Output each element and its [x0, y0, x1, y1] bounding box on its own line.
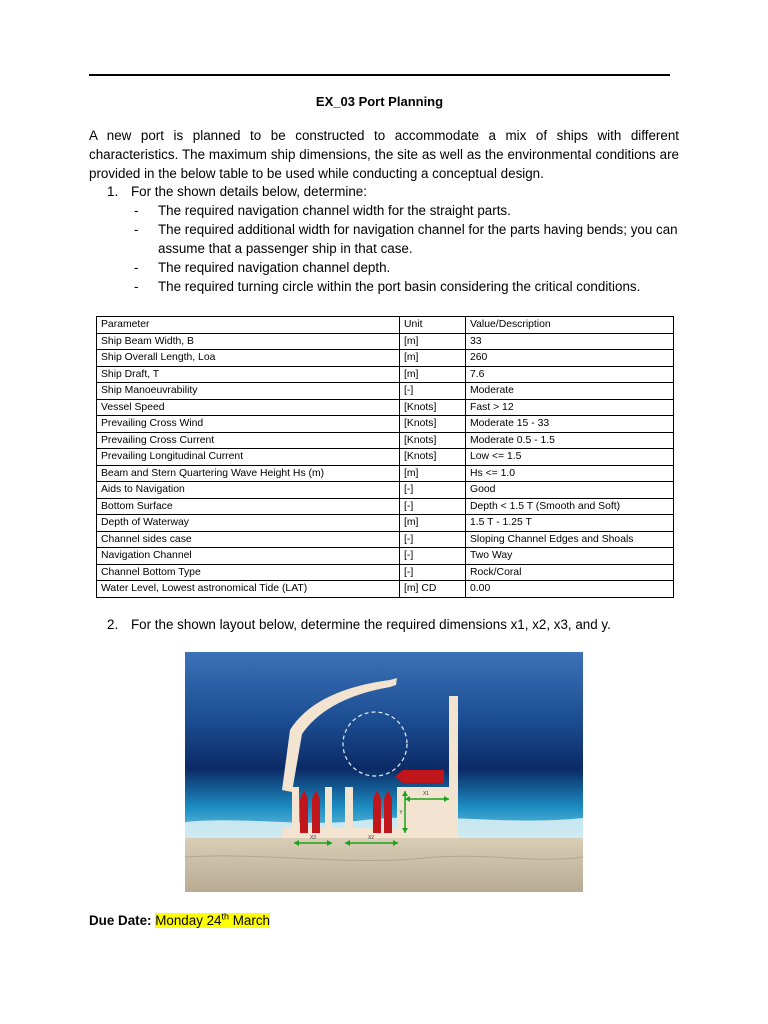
table-row	[97, 350, 674, 367]
table-cell: 260	[466, 350, 674, 367]
table-cell: Ship Manoeuvrability	[97, 383, 400, 400]
label-y: Y	[399, 810, 403, 816]
table-cell: [-]	[400, 383, 466, 400]
table-row	[97, 383, 674, 400]
question-2-number: 2.	[107, 617, 119, 632]
berth-3	[345, 787, 353, 835]
bullet-item: - The required navigation channel width for the straight parts.	[134, 203, 511, 218]
table-row	[97, 333, 674, 350]
table-cell: Ship Beam Width, B	[97, 333, 400, 350]
beach	[185, 838, 583, 892]
table-cell: Sloping Channel Edges and Shoals	[466, 531, 674, 548]
ship-3	[373, 790, 381, 833]
quay-platform	[403, 787, 458, 835]
table-cell: 7.6	[466, 366, 674, 383]
table-row	[97, 564, 674, 581]
table-cell: Channel sides case	[97, 531, 400, 548]
question-1	[107, 182, 367, 201]
table-cell: [-]	[400, 531, 466, 548]
table-cell: Moderate	[466, 383, 674, 400]
due-date	[89, 911, 270, 930]
bullet-item: - The required additional width for navigation channel for the parts having bends; you can assume that a passenger ship in that case.	[134, 222, 678, 256]
table-row	[97, 366, 674, 383]
table-header-cell: Parameter	[97, 317, 400, 334]
table-cell: Ship Overall Length, Loa	[97, 350, 400, 367]
label-x2: X2	[367, 835, 375, 841]
ship-arrow	[395, 770, 444, 783]
table-row	[97, 482, 674, 499]
label-x1: X1	[422, 791, 430, 797]
table-cell: Water Level, Lowest astronomical Tide (LAT)	[97, 581, 400, 598]
berth-2	[325, 787, 332, 835]
table-cell: Good	[466, 482, 674, 499]
table-cell: [-]	[400, 548, 466, 565]
table-cell: Fast > 12	[466, 399, 674, 416]
table-cell: 0.00	[466, 581, 674, 598]
table-cell: Rock/Coral	[466, 564, 674, 581]
header-rule	[89, 74, 670, 76]
table-header-cell: Value/Description	[466, 317, 674, 334]
table-cell: [-]	[400, 564, 466, 581]
table-cell: Low <= 1.5	[466, 449, 674, 466]
question-2	[107, 615, 611, 634]
question-1-number: 1.	[107, 184, 119, 199]
table-cell: Vessel Speed	[97, 399, 400, 416]
question-1-bullets	[134, 201, 684, 296]
table-row	[97, 515, 674, 532]
ship-4	[384, 790, 392, 833]
table-cell: Depth of Waterway	[97, 515, 400, 532]
table-cell: Prevailing Cross Wind	[97, 416, 400, 433]
table-row	[97, 416, 674, 433]
table-cell: Moderate 15 - 33	[466, 416, 674, 433]
table-row	[97, 531, 674, 548]
parameters-table	[96, 316, 674, 598]
table-row	[97, 548, 674, 565]
table-cell: Ship Draft, T	[97, 366, 400, 383]
table-cell: Moderate 0.5 - 1.5	[466, 432, 674, 449]
page-title: EX_03 Port Planning	[315, 94, 444, 109]
table-cell: Prevailing Longitudinal Current	[97, 449, 400, 466]
bullet-item: - The required navigation channel depth.	[134, 260, 391, 275]
table-cell: Depth < 1.5 T (Smooth and Soft)	[466, 498, 674, 515]
table-cell: Hs <= 1.0	[466, 465, 674, 482]
port-layout-image	[185, 652, 583, 892]
question-1-text: For the shown details below, determine:	[131, 184, 367, 199]
due-date-label: Due Date:	[89, 913, 152, 928]
table-cell: [m]	[400, 366, 466, 383]
table-cell: [m]	[400, 465, 466, 482]
due-date-value: Monday 24th March	[155, 911, 270, 928]
table-cell: Beam and Stern Quartering Wave Height Hs (m)	[97, 465, 400, 482]
question-2-text: For the shown layout below, determine the required dimensions x1, x2, x3, and y.	[131, 617, 611, 632]
table-cell: Channel Bottom Type	[97, 564, 400, 581]
table-row	[97, 399, 674, 416]
berth-1	[292, 787, 299, 835]
table-cell: [Knots]	[400, 399, 466, 416]
intro-paragraph: A new port is planned to be constructed to accommodate a mix of ships with different characteristics. The maximum ship dimensions, the site as well as the environmental conditions are provided in the below table to be used while conducting a conceptual design.	[89, 128, 679, 181]
table-cell: Prevailing Cross Current	[97, 432, 400, 449]
table-row	[97, 465, 674, 482]
table-cell: [-]	[400, 482, 466, 499]
label-x3: X3	[309, 835, 317, 841]
table-row	[97, 581, 674, 598]
table-cell: [m] CD	[400, 581, 466, 598]
table-cell: Two Way	[466, 548, 674, 565]
table-row	[97, 498, 674, 515]
ship-1	[300, 790, 308, 833]
table-row	[97, 449, 674, 466]
table-cell: [m]	[400, 350, 466, 367]
table-cell: [m]	[400, 515, 466, 532]
table-cell: [Knots]	[400, 432, 466, 449]
table-cell: [m]	[400, 333, 466, 350]
table-cell: [Knots]	[400, 449, 466, 466]
table-cell: Aids to Navigation	[97, 482, 400, 499]
table-cell: Bottom Surface	[97, 498, 400, 515]
bullet-item: - The required turning circle within the port basin considering the critical conditions.	[134, 279, 641, 294]
table-row	[97, 432, 674, 449]
table-cell: [-]	[400, 498, 466, 515]
table-header-row	[97, 317, 674, 334]
table-cell: 1.5 T - 1.25 T	[466, 515, 674, 532]
table-header-cell: Unit	[400, 317, 466, 334]
table-cell: 33	[466, 333, 674, 350]
table-cell: Navigation Channel	[97, 548, 400, 565]
ship-2	[312, 790, 320, 833]
table-cell: [Knots]	[400, 416, 466, 433]
